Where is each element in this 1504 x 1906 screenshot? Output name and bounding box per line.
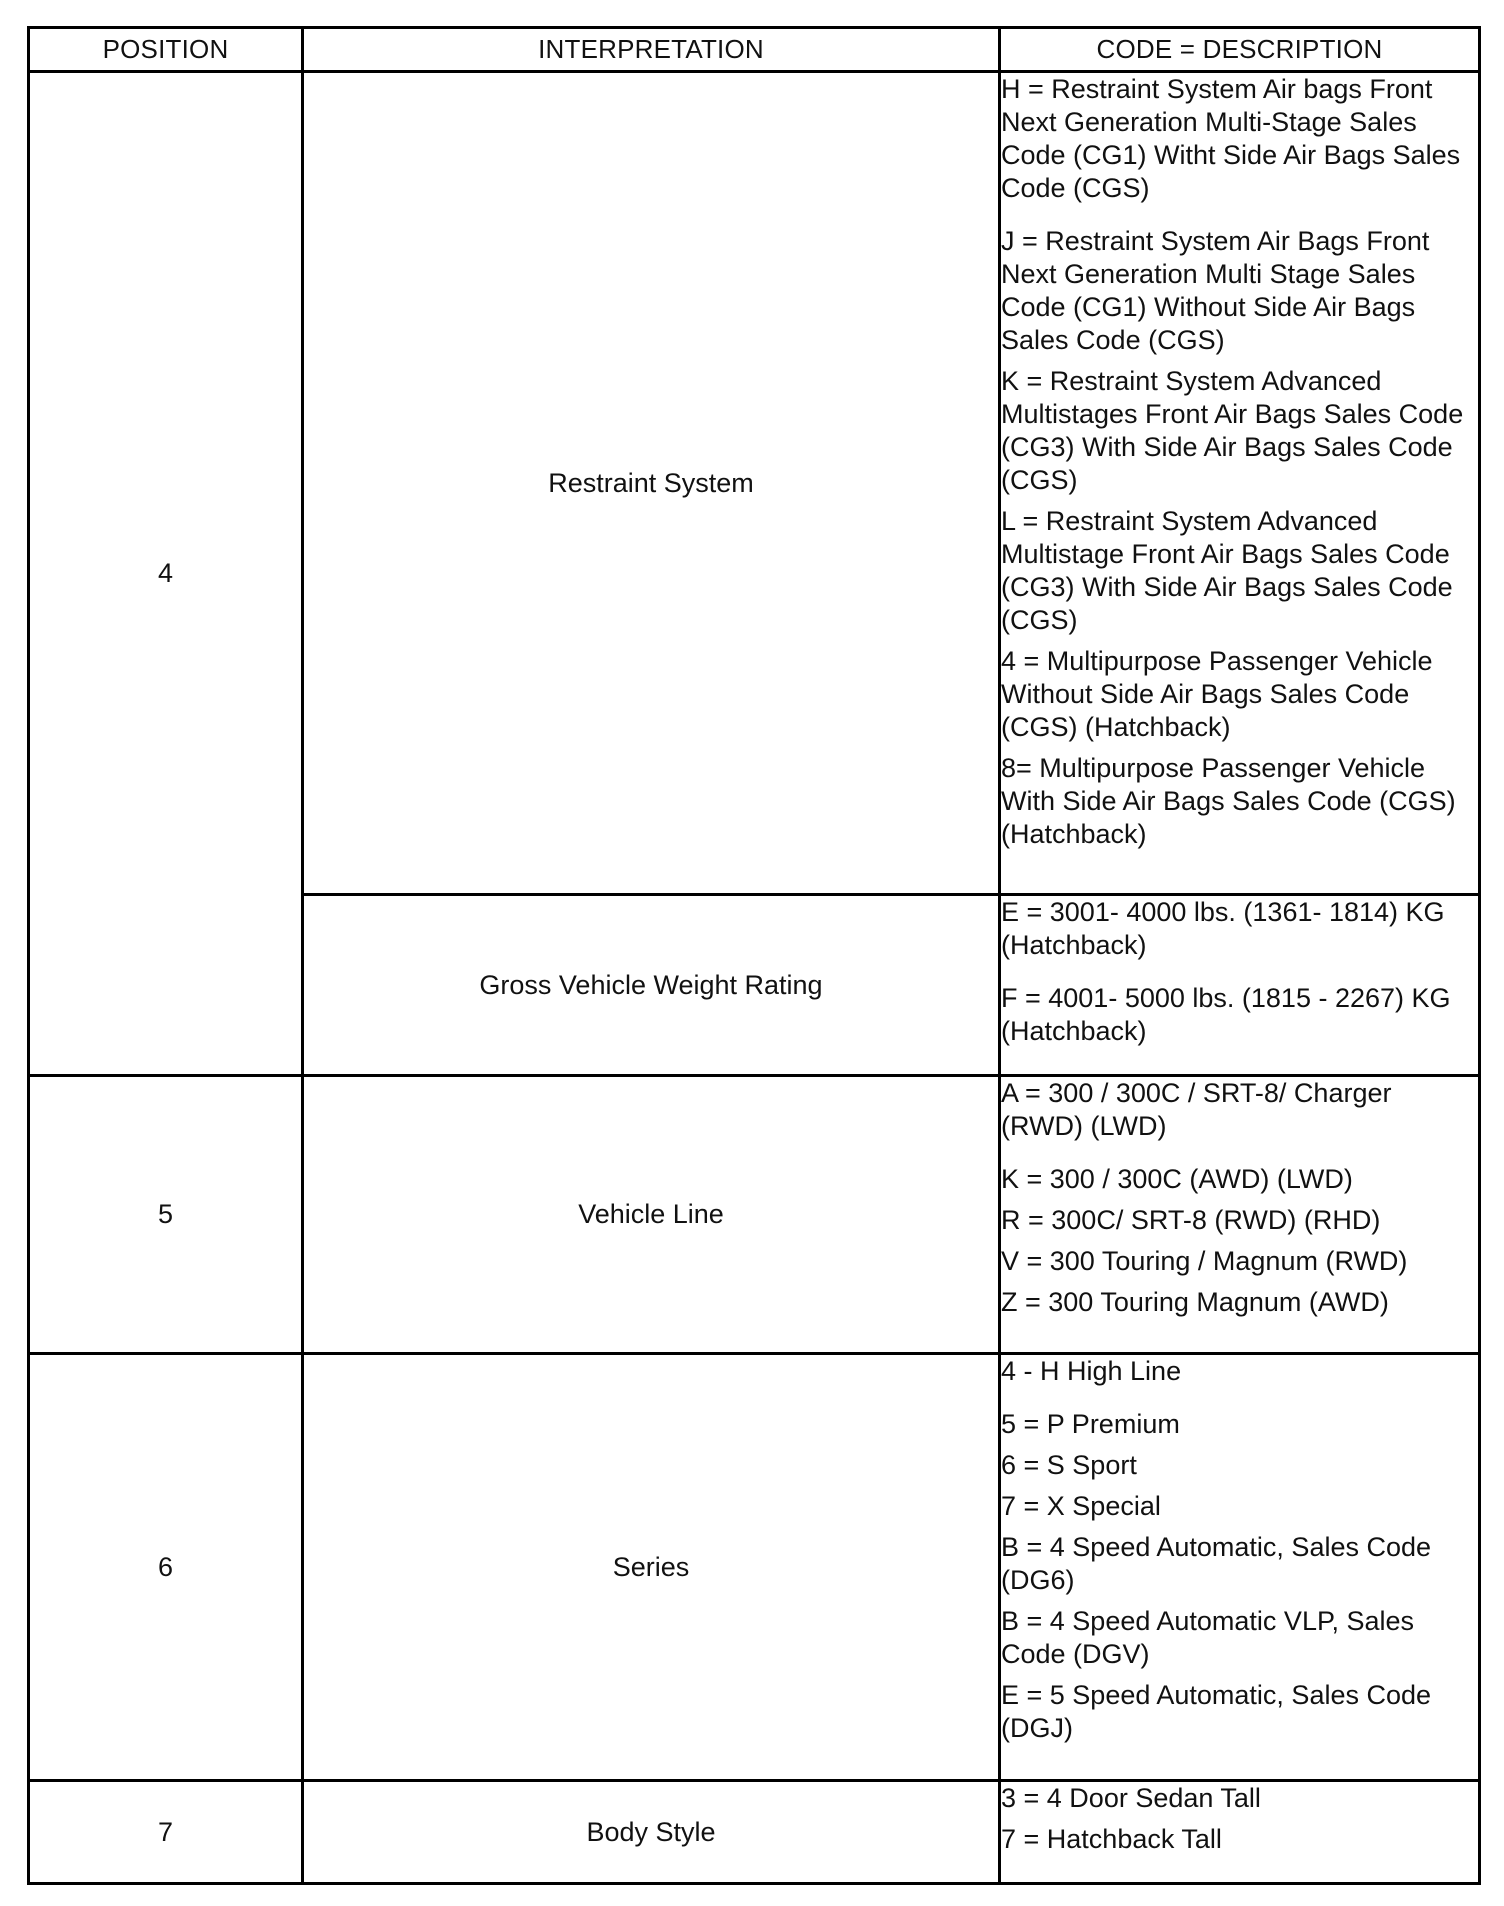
- header-code-description: CODE = DESCRIPTION: [1000, 28, 1480, 72]
- code-entry: B = 4 Speed Automatic, Sales Code (DG6): [1001, 1532, 1432, 1595]
- code-description-cell: [1000, 1076, 1480, 1354]
- code-entry: A = 300 / 300C / SRT-8/ Charger (RWD) (LWD): [1001, 1078, 1392, 1141]
- code-entry: E = 3001- 4000 lbs. (1361- 1814) KG (Hatchback): [1001, 897, 1445, 960]
- interpretation-cell: Series: [303, 1354, 1000, 1781]
- code-entry: J = Restraint System Air Bags Front Next Generation Multi Stage Sales Code (CG1) Without Side Air Bags Sales Code (CGS): [1001, 226, 1430, 355]
- code-entry: E = 5 Speed Automatic, Sales Code (DGJ): [1001, 1680, 1432, 1743]
- code-description-cell: [1000, 1781, 1480, 1884]
- header-position: POSITION: [29, 28, 303, 72]
- code-entry: L = Restraint System Advanced Multistage Front Air Bags Sales Code (CG3) With Side Air Bags Sales Code (CGS): [1001, 506, 1453, 635]
- code-description-cell: [1000, 895, 1480, 1076]
- code-entry: K = 300 / 300C (AWD) (LWD): [1001, 1164, 1353, 1194]
- header-row: [29, 28, 1480, 72]
- code-entry: 4 = Multipurpose Passenger Vehicle Without Side Air Bags Sales Code (CGS) (Hatchback): [1001, 646, 1433, 742]
- interpretation-cell: Body Style: [303, 1781, 1000, 1884]
- code-entry: H = Restraint System Air bags Front Next Generation Multi-Stage Sales Code (CG1) Witht Side Air Bags Sales Code (CGS): [1001, 74, 1461, 203]
- interpretation-cell: Restraint System: [303, 72, 1000, 895]
- code-entry: 7 = Hatchback Tall: [1001, 1824, 1222, 1854]
- code-entry: 7 = X Special: [1001, 1491, 1161, 1521]
- code-entry: 5 = P Premium: [1001, 1409, 1180, 1439]
- code-entry: V = 300 Touring / Magnum (RWD): [1001, 1246, 1408, 1276]
- code-entry: K = Restraint System Advanced Multistages Front Air Bags Sales Code (CG3) With Side Air Bags Sales Code (CGS): [1001, 366, 1464, 495]
- interpretation-cell: Gross Vehicle Weight Rating: [303, 895, 1000, 1076]
- table-row: [29, 1076, 1480, 1354]
- position-cell: 6: [29, 1354, 303, 1781]
- position-cell: 5: [29, 1076, 303, 1354]
- table-row: [29, 1781, 1480, 1884]
- header-interpretation: INTERPRETATION: [303, 28, 1000, 72]
- table-row: [29, 1354, 1480, 1781]
- table-body: [29, 72, 1480, 1884]
- position-cell: 4: [29, 72, 303, 1076]
- code-entry: 8= Multipurpose Passenger Vehicle With Side Air Bags Sales Code (CGS) (Hatchback): [1001, 753, 1456, 849]
- position-cell: 7: [29, 1781, 303, 1884]
- code-entry: F = 4001- 5000 lbs. (1815 - 2267) KG (Hatchback): [1001, 983, 1451, 1046]
- code-entry: 4 - H High Line: [1001, 1356, 1182, 1386]
- code-entry: R = 300C/ SRT-8 (RWD) (RHD): [1001, 1205, 1381, 1235]
- table-row: [29, 72, 1480, 895]
- code-entry: B = 4 Speed Automatic VLP, Sales Code (DGV): [1001, 1606, 1415, 1669]
- code-description-cell: [1000, 72, 1480, 895]
- code-entry: Z = 300 Touring Magnum (AWD): [1001, 1287, 1389, 1317]
- table-header: [29, 28, 1480, 72]
- interpretation-cell: Vehicle Line: [303, 1076, 1000, 1354]
- vin-decoder-table: [27, 26, 1481, 1885]
- code-entry: 3 = 4 Door Sedan Tall: [1001, 1783, 1261, 1813]
- code-entry: 6 = S Sport: [1001, 1450, 1137, 1480]
- code-description-cell: [1000, 1354, 1480, 1781]
